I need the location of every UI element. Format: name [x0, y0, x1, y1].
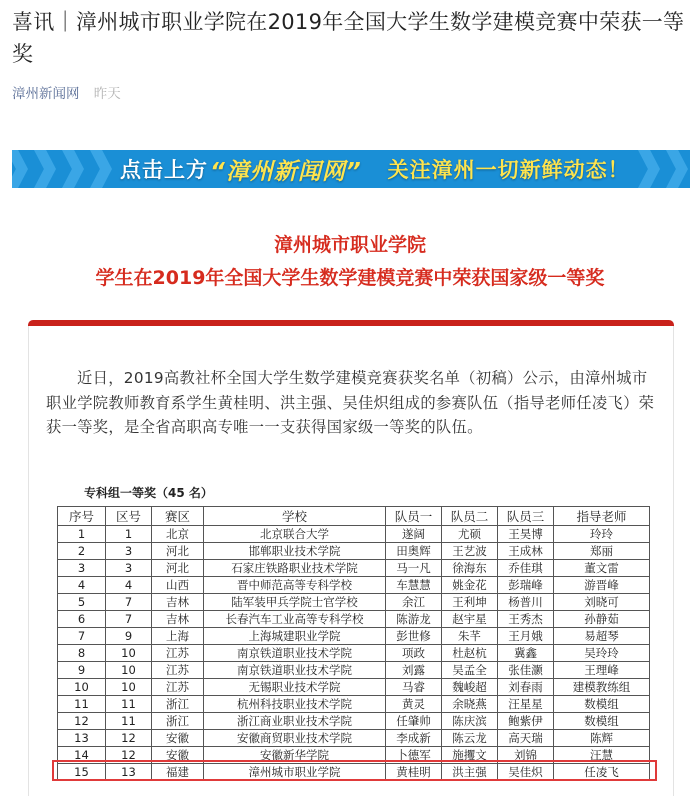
table-cell: 13	[106, 764, 152, 781]
table-cell: 郑丽	[554, 543, 650, 560]
table-cell: 姚金花	[442, 577, 498, 594]
table-row	[58, 696, 650, 713]
source-link[interactable]: 漳州新闻网	[12, 86, 80, 102]
article-headline: 喜讯｜漳州城市职业学院在2019年全国大学生数学建模竞赛中荣获一等奖	[12, 10, 685, 66]
table-cell: 彭世修	[386, 628, 442, 645]
table-cell: 玲玲	[554, 526, 650, 543]
table-cell: 施攫文	[442, 747, 498, 764]
header-cell: 学校	[204, 507, 386, 526]
table-cell: 10	[58, 679, 106, 696]
table-cell: 上海城建职业学院	[204, 628, 386, 645]
section-title-line2: 学生在2019年全国大学生数学建模竞赛中荣获国家级一等奖	[95, 267, 605, 289]
table-caption: 专科组一等奖（45 名）	[84, 486, 213, 500]
table-cell: 江苏	[152, 662, 204, 679]
table-row	[58, 560, 650, 577]
table-cell: 晋中师范高等专科学校	[204, 577, 386, 594]
table-cell: 游晋峰	[554, 577, 650, 594]
table-row	[58, 713, 650, 730]
table-cell: 王艺波	[442, 543, 498, 560]
table-cell: 3	[106, 543, 152, 560]
table-cell: 洪主强	[442, 764, 498, 781]
table-row	[58, 611, 650, 628]
table-cell: 陆军装甲兵学院士官学校	[204, 594, 386, 611]
table-cell: 北京联合大学	[204, 526, 386, 543]
table-cell: 杜赵杭	[442, 645, 498, 662]
table-cell: 徐海东	[442, 560, 498, 577]
table-cell: 高天瑞	[498, 730, 554, 747]
table-cell: 6	[58, 611, 106, 628]
table-cell: 邯郸职业技术学院	[204, 543, 386, 560]
table-cell: 2	[58, 543, 106, 560]
table-cell: 4	[106, 577, 152, 594]
highlight-box	[52, 760, 657, 781]
table-cell: 5	[58, 594, 106, 611]
table-cell: 安徽新华学院	[204, 747, 386, 764]
header-cell: 队员一	[386, 507, 442, 526]
article-meta	[12, 82, 121, 102]
table-cell: 王利坤	[442, 594, 498, 611]
table-cell: 北京	[152, 526, 204, 543]
header-cell: 队员三	[498, 507, 554, 526]
table-cell: 河北	[152, 543, 204, 560]
table-cell: 田奥辉	[386, 543, 442, 560]
table-row	[58, 526, 650, 543]
table-cell: 江苏	[152, 679, 204, 696]
header-cell: 区号	[106, 507, 152, 526]
table-row	[58, 628, 650, 645]
table-cell: 车慧慧	[386, 577, 442, 594]
table-cell: 安徽	[152, 747, 204, 764]
table-cell: 10	[106, 645, 152, 662]
banner-arrow-decoration-right	[638, 150, 690, 188]
table-cell: 陈游龙	[386, 611, 442, 628]
table-cell: 赵宇星	[442, 611, 498, 628]
header-cell: 指导老师	[554, 507, 650, 526]
table-cell: 张佳灏	[498, 662, 554, 679]
table-cell: 河北	[152, 560, 204, 577]
table-cell: 14	[58, 747, 106, 764]
table-cell: 任肇帅	[386, 713, 442, 730]
table-cell: 卜德军	[386, 747, 442, 764]
table-cell: 马睿	[386, 679, 442, 696]
table-cell: 浙江	[152, 696, 204, 713]
table-cell: 陈庆滨	[442, 713, 498, 730]
table-cell: 10	[106, 679, 152, 696]
header-cell: 队员二	[442, 507, 498, 526]
table-row	[58, 645, 650, 662]
table-cell: 杨普川	[498, 594, 554, 611]
table-cell: 9	[106, 628, 152, 645]
table-cell: 王秀杰	[498, 611, 554, 628]
table-cell: 4	[58, 577, 106, 594]
table-row	[58, 543, 650, 560]
table-cell: 李成新	[386, 730, 442, 747]
banner-text-part1: 点击上方	[120, 158, 208, 182]
table-cell: 数模组	[554, 696, 650, 713]
table-cell: 石家庄铁路职业技术学院	[204, 560, 386, 577]
table-cell: 11	[106, 696, 152, 713]
table-cell: 长春汽车工业高等专科学校	[204, 611, 386, 628]
table-cell: 山西	[152, 577, 204, 594]
table-cell: 江苏	[152, 645, 204, 662]
table-cell: 10	[106, 662, 152, 679]
table-cell: 孙静茹	[554, 611, 650, 628]
table-cell: 杭州科技职业技术学院	[204, 696, 386, 713]
table-cell: 刘晓可	[554, 594, 650, 611]
table-cell: 尤硕	[442, 526, 498, 543]
table-cell: 建模教练组	[554, 679, 650, 696]
table-cell: 刘露	[386, 662, 442, 679]
table-cell: 吉林	[152, 611, 204, 628]
publish-time: 昨天	[93, 86, 121, 102]
table-cell: 王成林	[498, 543, 554, 560]
table-cell: 王月娥	[498, 628, 554, 645]
awards-table	[57, 506, 650, 781]
table-cell: 遂阔	[386, 526, 442, 543]
table-cell: 13	[58, 730, 106, 747]
table-cell: 刘锦	[498, 747, 554, 764]
table-cell: 11	[106, 713, 152, 730]
table-cell: 9	[58, 662, 106, 679]
table-cell: 8	[58, 645, 106, 662]
table-cell: 7	[106, 594, 152, 611]
table-cell: 余晓燕	[442, 696, 498, 713]
table-cell: 12	[106, 747, 152, 764]
table-cell: 数模组	[554, 713, 650, 730]
banner-arrow-decoration-left	[12, 150, 118, 188]
table-cell: 易超琴	[554, 628, 650, 645]
section-title-line1: 漳州城市职业学院	[273, 234, 426, 256]
table-header-row	[58, 507, 650, 526]
header-cell: 序号	[58, 507, 106, 526]
table-cell: 董文雷	[554, 560, 650, 577]
table-row	[58, 594, 650, 611]
table-cell: 南京铁道职业技术学院	[204, 662, 386, 679]
table-cell: 王昊博	[498, 526, 554, 543]
table-cell: 15	[58, 764, 106, 781]
banner-text-part3: 关注漳州一切新鲜动态！	[387, 158, 630, 182]
table-row	[58, 679, 650, 696]
table-row	[58, 730, 650, 747]
table-cell: 浙江商业职业技术学院	[204, 713, 386, 730]
table-cell: 鲍紫伊	[498, 713, 554, 730]
table-cell: 王理峰	[554, 662, 650, 679]
follow-banner[interactable]	[12, 150, 690, 188]
table-cell: 3	[106, 560, 152, 577]
table-cell: 彭瑞峰	[498, 577, 554, 594]
table-cell: 黄桂明	[386, 764, 442, 781]
header-cell: 赛区	[152, 507, 204, 526]
table-cell: 汪星星	[498, 696, 554, 713]
table-cell: 吴玲玲	[554, 645, 650, 662]
table-cell: 7	[58, 628, 106, 645]
table-cell: 南京铁道职业技术学院	[204, 645, 386, 662]
table-cell: 福建	[152, 764, 204, 781]
table-cell: 安徽	[152, 730, 204, 747]
table-cell: 安徽商贸职业技术学院	[204, 730, 386, 747]
table-cell: 乔佳琪	[498, 560, 554, 577]
table-cell: 吴孟全	[442, 662, 498, 679]
table-cell: 马一凡	[386, 560, 442, 577]
table-row	[58, 662, 650, 679]
table-cell: 1	[106, 526, 152, 543]
table-cell: 冀鑫	[498, 645, 554, 662]
table-row	[58, 577, 650, 594]
table-cell: 11	[58, 696, 106, 713]
table-cell: 浙江	[152, 713, 204, 730]
table-cell: 12	[58, 713, 106, 730]
table-cell: 吴佳炽	[498, 764, 554, 781]
table-cell: 项政	[386, 645, 442, 662]
table-cell: 12	[106, 730, 152, 747]
table-cell: 7	[106, 611, 152, 628]
table-cell: 汪慧	[554, 747, 650, 764]
table-cell: 漳州城市职业学院	[204, 764, 386, 781]
table-cell: 1	[58, 526, 106, 543]
table-cell: 黄灵	[386, 696, 442, 713]
table-cell: 朱芊	[442, 628, 498, 645]
table-cell: 吉林	[152, 594, 204, 611]
article-body-paragraph: 近日，2019高教社杯全国大学生数学建模竞赛获奖名单（初稿）公示，由漳州城市职业学院教师教育系学生黄桂明、洪主强、吴佳炽组成的参赛队伍（指导老师任凌飞）荣获一等奖，是全省高职高专唯一一支获得国家级一等奖的队伍。	[46, 369, 655, 436]
table-cell: 3	[58, 560, 106, 577]
banner-text-part2: “漳州新闻网”	[210, 158, 362, 185]
table-cell: 魏峻超	[442, 679, 498, 696]
table-cell: 任凌飞	[554, 764, 650, 781]
table-cell: 无锡职业技术学院	[204, 679, 386, 696]
table-cell: 陈云龙	[442, 730, 498, 747]
table-cell: 陈辉	[554, 730, 650, 747]
banner-text	[120, 153, 630, 186]
table-cell: 刘春雨	[498, 679, 554, 696]
table-cell: 余江	[386, 594, 442, 611]
table-cell: 上海	[152, 628, 204, 645]
